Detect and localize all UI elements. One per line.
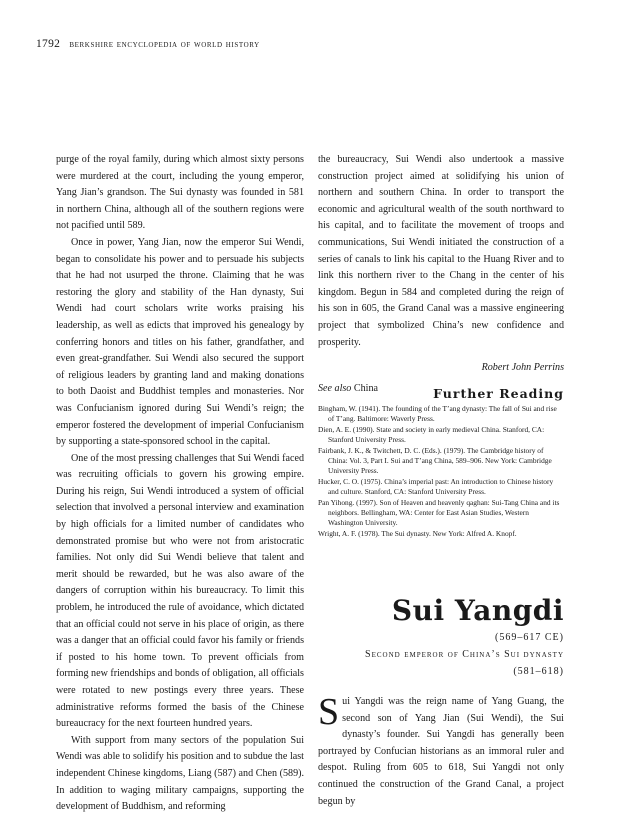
reference-item: Hucker, C. O. (1975). China’s imperial past: An introduction to Chinese history and culture. Stanford, CA: Stanford University Press. bbox=[318, 476, 554, 497]
author-byline: Robert John Perrins bbox=[481, 362, 564, 374]
reference-item: Fairbank, J. K., & Twitchett, D. C. (Eds.). (1979). The Cambridge history of China: Vol. 3, Part I. Sui and T’ang China, 589–906. New York: Cambridge University Press. bbox=[318, 445, 552, 476]
page-number: 1792 bbox=[36, 38, 61, 50]
paragraph: the bureaucracy, Sui Wendi also undertook a massive construction project aimed at solidifying his union of northern and southern China. In order to transport the economic and agricultural wealth of the south northward to his capital, and to facilitate the movement of troops and communications, Sui Wendi initiated the construction of a series of canals to link his capital to the Huang River and to link this northern river to the Chang in the center of his kingdom. Begun in 584 and completed during the reign of his son in 605, the Grand Canal was a massive engineering project that symbolized China’s new confidence and prosperity. bbox=[318, 154, 564, 348]
reference-item: Wright, A. F. (1978). The Sui dynasty. New York: Alfred A. Knopf. bbox=[318, 528, 517, 538]
paragraph: With support from many sectors of the population Sui Wendi was able to solidify his position and to subdue the last independent Chinese kingdoms, Liang (587) and Chen (589). In addition to waging military campaigns, supporting the development of Buddhism, and reforming bbox=[56, 734, 304, 813]
paragraph: One of the most pressing challenges that Sui Wendi faced was recruiting officials to govern his growing empire. During his reign, Sui Wendi introduced a system of official selection that involved a personal interview and examination by high officials for a limited number of candidates who demonstrated promise but who were not from aristocratic families. Not only did Sui Wendi believe that talent and merit should be rewarded, but he was also aware of the dangers of corruption within his bureaucracy. To limit this problem, he introduced the rule of avoidance, which dictated that an official could not serve in his place of origin, as there was a danger that an official could favor his family or friends if posted to his home town. To prevent officials from forming new friendships and bonds of obligation, all officials were rotated to new postings every three years. These administrative reforms formed the basis of the Chinese bureaucracy for the next fourteen hundred years. bbox=[56, 452, 304, 730]
left-column bbox=[56, 152, 304, 816]
article-body bbox=[318, 691, 564, 810]
see-also-link[interactable]: China bbox=[353, 382, 379, 394]
paragraph: Once in power, Yang Jian, now the emperor Sui Wendi, began to consolidate his power and to persuade his subjects that he had not usurped the throne. Claiming that he was restoring the glory and stability of the Han dynasty, Sui Wendi had court scholars write works praising his leadership, as well as edicts that improved his genealogy by conferring honors and titles on his father, grandfather, and even great-grandfather. Sui Wendi also secured the support of religious leaders by granting land and making donations to both Daoist and Buddhist temples and monasteries. Nor was Confucianism ignored during Sui Wendi’s reign; the emperor fostered the development of imperial Confucianism by supporting a state-sponsored school in the capital. bbox=[56, 236, 304, 448]
further-reading-heading: Further Reading bbox=[433, 386, 564, 401]
article-description: Second emperor of China’s Sui dynasty bbox=[365, 649, 564, 660]
running-header bbox=[36, 38, 260, 50]
see-also-label: See also bbox=[318, 382, 352, 394]
article-dates: (569–617 CE) bbox=[495, 632, 564, 643]
drop-cap: S bbox=[318, 691, 340, 733]
paragraph: purge of the royal family, during which almost sixty persons were murdered at the court, including the young emperor, Yang Jian’s grandson. The Sui dynasty was founded in 581 in northern China, although all of the southern regions were not pacified until 589. bbox=[56, 154, 304, 232]
reference-item: Dien, A. E. (1990). State and society in early medieval China. Stanford, CA: Stanford University Press. bbox=[318, 424, 545, 445]
right-column bbox=[318, 152, 564, 397]
reference-item: Bingham, W. (1941). The founding of the T’ang dynasty: The fall of Sui and rise of T’ang. Baltimore: Waverly Press. bbox=[318, 404, 557, 424]
article-title: Sui Yangdi bbox=[391, 594, 564, 627]
book-title: berkshire encyclopedia of world history bbox=[69, 39, 260, 50]
reference-item: Pan Yihong. (1997). Son of Heaven and heavenly qaghan: Sui-Tang China and its neighbors. Bellingham, WA: Center for East Asian Studies, Western Washington University. bbox=[318, 497, 560, 528]
article-reign: (581–618) bbox=[513, 666, 564, 677]
further-reading-list bbox=[318, 404, 564, 539]
article-text: ui Yangdi was the reign name of Yang Guang, the second son of Yang Jian (Sui Wendi), the Sui dynasty’s founder. Sui Yangdi has generally been portrayed by Confucian historians as an immoral ruler and despot. Ruling from 605 to 618, Sui Yangdi not only continued the construction of the Grand Canal, a project begun by bbox=[318, 696, 564, 807]
